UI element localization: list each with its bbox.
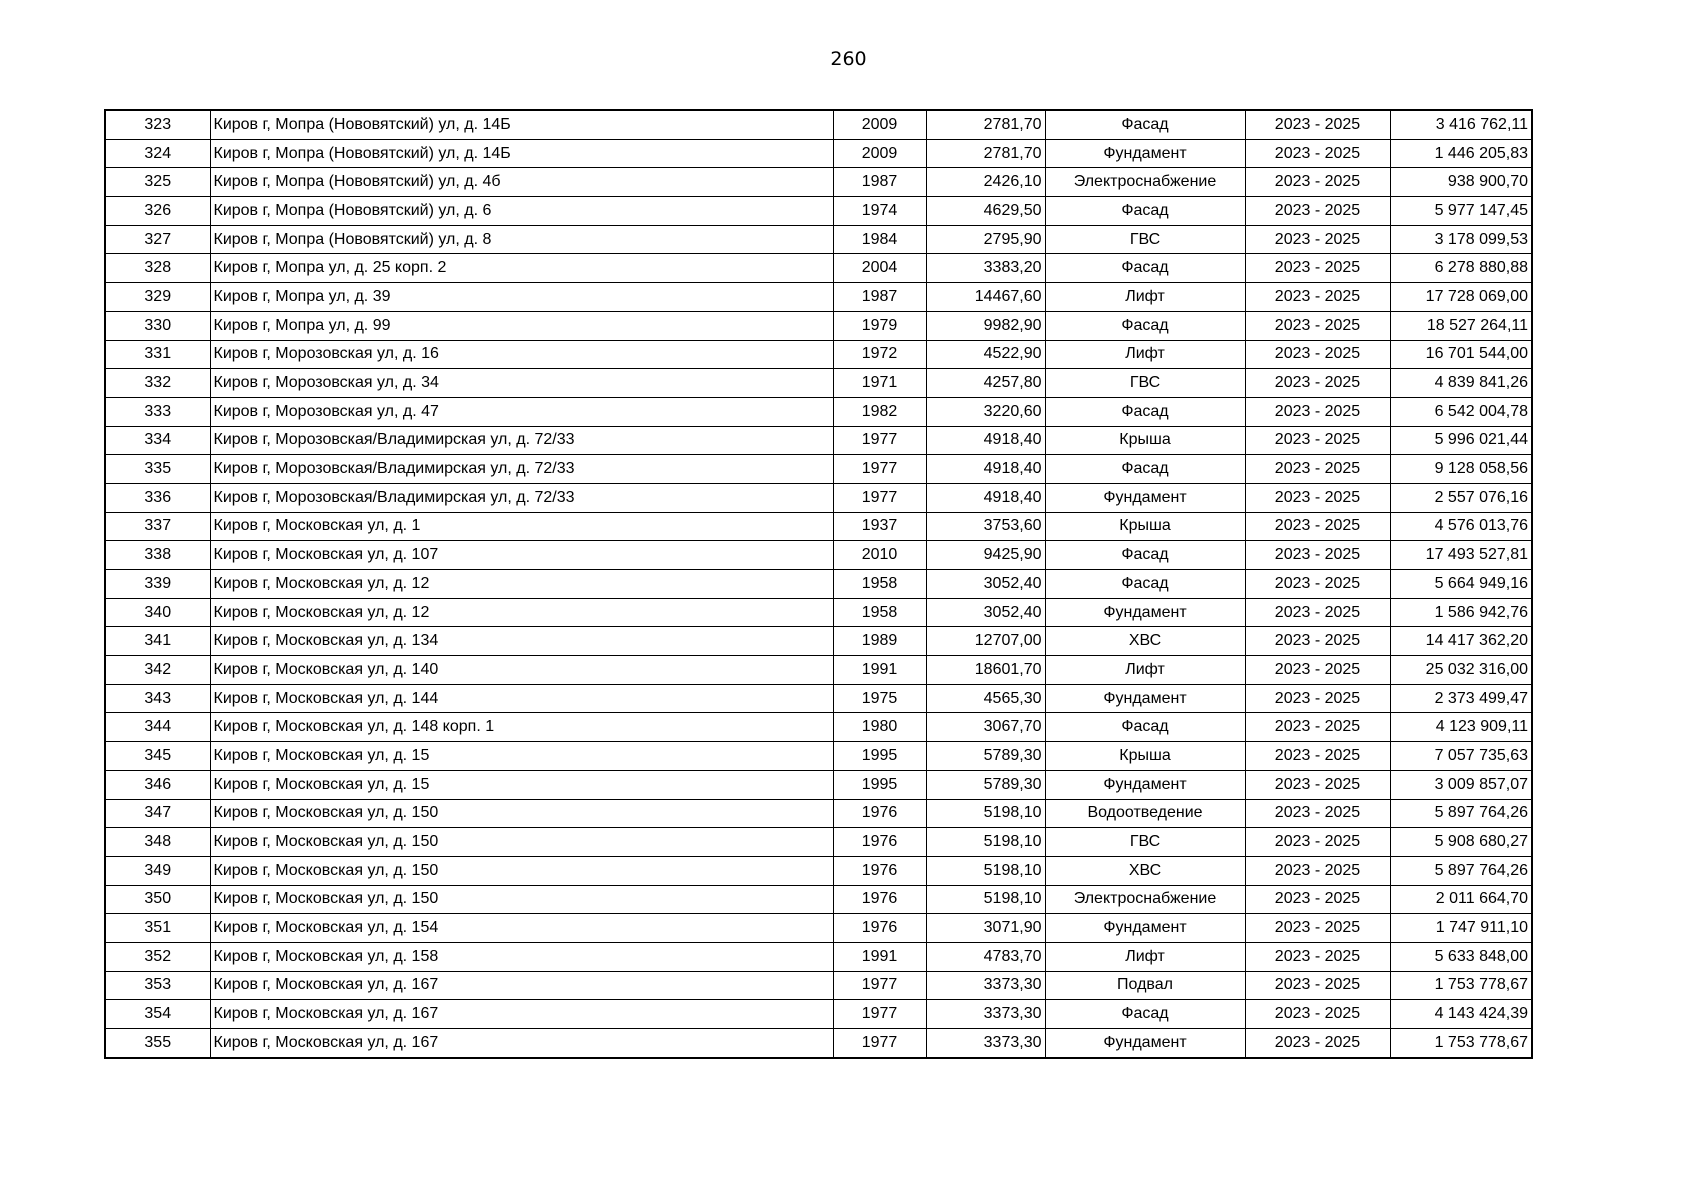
period-cell: 2023 - 2025 (1245, 971, 1390, 1000)
cost-cell: 1 753 778,67 (1390, 1029, 1532, 1058)
year-built-cell: 1977 (833, 1029, 926, 1058)
table-row (105, 340, 1532, 369)
year-built-cell: 1980 (833, 713, 926, 742)
table-row (105, 742, 1532, 771)
row-number-cell: 324 (105, 139, 210, 168)
period-cell: 2023 - 2025 (1245, 799, 1390, 828)
table-row (105, 1029, 1532, 1058)
year-built-cell: 2010 (833, 541, 926, 570)
row-number-cell: 334 (105, 426, 210, 455)
year-built-cell: 1982 (833, 397, 926, 426)
table-row (105, 455, 1532, 484)
table-row (105, 828, 1532, 857)
cost-cell: 5 996 021,44 (1390, 426, 1532, 455)
period-cell: 2023 - 2025 (1245, 627, 1390, 656)
cost-cell: 5 897 764,26 (1390, 856, 1532, 885)
period-cell: 2023 - 2025 (1245, 168, 1390, 197)
work-type-cell: Фундамент (1045, 770, 1245, 799)
table-row (105, 770, 1532, 799)
table-row (105, 512, 1532, 541)
table-row (105, 799, 1532, 828)
year-built-cell: 1977 (833, 971, 926, 1000)
work-type-cell: Фасад (1045, 311, 1245, 340)
cost-cell: 25 032 316,00 (1390, 656, 1532, 685)
work-type-cell: Фундамент (1045, 684, 1245, 713)
year-built-cell: 1976 (833, 856, 926, 885)
row-number-cell: 349 (105, 856, 210, 885)
address-cell: Киров г, Московская ул, д. 140 (210, 656, 833, 685)
cost-cell: 17 728 069,00 (1390, 283, 1532, 312)
work-type-cell: Фасад (1045, 110, 1245, 139)
table-row (105, 684, 1532, 713)
work-type-cell: ХВС (1045, 627, 1245, 656)
area-cell: 18601,70 (926, 656, 1045, 685)
row-number-cell: 344 (105, 713, 210, 742)
work-type-cell: Фундамент (1045, 598, 1245, 627)
cost-cell: 1 586 942,76 (1390, 598, 1532, 627)
table-row (105, 570, 1532, 599)
period-cell: 2023 - 2025 (1245, 254, 1390, 283)
area-cell: 3052,40 (926, 598, 1045, 627)
address-cell: Киров г, Мопра (Нововятский) ул, д. 4б (210, 168, 833, 197)
period-cell: 2023 - 2025 (1245, 110, 1390, 139)
table-row (105, 110, 1532, 139)
cost-cell: 938 900,70 (1390, 168, 1532, 197)
work-type-cell: Лифт (1045, 656, 1245, 685)
year-built-cell: 1991 (833, 942, 926, 971)
cost-cell: 14 417 362,20 (1390, 627, 1532, 656)
year-built-cell: 1995 (833, 770, 926, 799)
area-cell: 5198,10 (926, 799, 1045, 828)
area-cell: 5789,30 (926, 770, 1045, 799)
table-row (105, 914, 1532, 943)
address-cell: Киров г, Морозовская ул, д. 47 (210, 397, 833, 426)
cost-cell: 5 897 764,26 (1390, 799, 1532, 828)
period-cell: 2023 - 2025 (1245, 225, 1390, 254)
year-built-cell: 1972 (833, 340, 926, 369)
cost-cell: 1 446 205,83 (1390, 139, 1532, 168)
area-cell: 4629,50 (926, 197, 1045, 226)
table-row (105, 971, 1532, 1000)
area-cell: 3753,60 (926, 512, 1045, 541)
address-cell: Киров г, Московская ул, д. 12 (210, 598, 833, 627)
year-built-cell: 1995 (833, 742, 926, 771)
period-cell: 2023 - 2025 (1245, 311, 1390, 340)
address-cell: Киров г, Московская ул, д. 144 (210, 684, 833, 713)
work-type-cell: Подвал (1045, 971, 1245, 1000)
period-cell: 2023 - 2025 (1245, 598, 1390, 627)
area-cell: 5198,10 (926, 828, 1045, 857)
work-type-cell: Крыша (1045, 426, 1245, 455)
area-cell: 2781,70 (926, 110, 1045, 139)
cost-cell: 2 557 076,16 (1390, 483, 1532, 512)
repair-registry-table (104, 109, 1533, 1059)
work-type-cell: Лифт (1045, 942, 1245, 971)
period-cell: 2023 - 2025 (1245, 1029, 1390, 1058)
area-cell: 4783,70 (926, 942, 1045, 971)
cost-cell: 3 009 857,07 (1390, 770, 1532, 799)
work-type-cell: Лифт (1045, 340, 1245, 369)
cost-cell: 2 373 499,47 (1390, 684, 1532, 713)
period-cell: 2023 - 2025 (1245, 369, 1390, 398)
period-cell: 2023 - 2025 (1245, 483, 1390, 512)
address-cell: Киров г, Морозовская ул, д. 34 (210, 369, 833, 398)
row-number-cell: 328 (105, 254, 210, 283)
period-cell: 2023 - 2025 (1245, 283, 1390, 312)
work-type-cell: ХВС (1045, 856, 1245, 885)
year-built-cell: 1971 (833, 369, 926, 398)
cost-cell: 1 747 911,10 (1390, 914, 1532, 943)
period-cell: 2023 - 2025 (1245, 340, 1390, 369)
row-number-cell: 353 (105, 971, 210, 1000)
area-cell: 3373,30 (926, 1029, 1045, 1058)
year-built-cell: 1976 (833, 885, 926, 914)
table-body (105, 110, 1532, 1058)
year-built-cell: 1991 (833, 656, 926, 685)
year-built-cell: 1974 (833, 197, 926, 226)
cost-cell: 6 278 880,88 (1390, 254, 1532, 283)
cost-cell: 1 753 778,67 (1390, 971, 1532, 1000)
row-number-cell: 327 (105, 225, 210, 254)
period-cell: 2023 - 2025 (1245, 1000, 1390, 1029)
period-cell: 2023 - 2025 (1245, 742, 1390, 771)
work-type-cell: Фундамент (1045, 139, 1245, 168)
address-cell: Киров г, Московская ул, д. 107 (210, 541, 833, 570)
work-type-cell: Лифт (1045, 283, 1245, 312)
table-row (105, 627, 1532, 656)
year-built-cell: 1989 (833, 627, 926, 656)
work-type-cell: Крыша (1045, 742, 1245, 771)
year-built-cell: 1958 (833, 598, 926, 627)
address-cell: Киров г, Морозовская/Владимирская ул, д. 72/33 (210, 455, 833, 484)
table-row (105, 225, 1532, 254)
work-type-cell: Фасад (1045, 541, 1245, 570)
period-cell: 2023 - 2025 (1245, 885, 1390, 914)
area-cell: 3373,30 (926, 971, 1045, 1000)
period-cell: 2023 - 2025 (1245, 770, 1390, 799)
cost-cell: 4 123 909,11 (1390, 713, 1532, 742)
address-cell: Киров г, Московская ул, д. 158 (210, 942, 833, 971)
area-cell: 9982,90 (926, 311, 1045, 340)
period-cell: 2023 - 2025 (1245, 713, 1390, 742)
area-cell: 4918,40 (926, 483, 1045, 512)
year-built-cell: 2004 (833, 254, 926, 283)
table-row (105, 197, 1532, 226)
area-cell: 14467,60 (926, 283, 1045, 312)
table-row (105, 254, 1532, 283)
year-built-cell: 1976 (833, 799, 926, 828)
table-row (105, 1000, 1532, 1029)
cost-cell: 9 128 058,56 (1390, 455, 1532, 484)
period-cell: 2023 - 2025 (1245, 541, 1390, 570)
cost-cell: 18 527 264,11 (1390, 311, 1532, 340)
page-number: 260 (830, 48, 867, 70)
area-cell: 4522,90 (926, 340, 1045, 369)
period-cell: 2023 - 2025 (1245, 397, 1390, 426)
period-cell: 2023 - 2025 (1245, 512, 1390, 541)
work-type-cell: Электроснабжение (1045, 885, 1245, 914)
period-cell: 2023 - 2025 (1245, 455, 1390, 484)
table-row (105, 541, 1532, 570)
address-cell: Киров г, Мопра (Нововятский) ул, д. 8 (210, 225, 833, 254)
table-row (105, 713, 1532, 742)
area-cell: 3383,20 (926, 254, 1045, 283)
work-type-cell: Фундамент (1045, 1029, 1245, 1058)
work-type-cell: Электроснабжение (1045, 168, 1245, 197)
address-cell: Киров г, Московская ул, д. 1 (210, 512, 833, 541)
period-cell: 2023 - 2025 (1245, 656, 1390, 685)
cost-cell: 3 178 099,53 (1390, 225, 1532, 254)
area-cell: 2426,10 (926, 168, 1045, 197)
table-row (105, 656, 1532, 685)
work-type-cell: Фасад (1045, 570, 1245, 599)
row-number-cell: 340 (105, 598, 210, 627)
row-number-cell: 339 (105, 570, 210, 599)
address-cell: Киров г, Мопра ул, д. 39 (210, 283, 833, 312)
row-number-cell: 333 (105, 397, 210, 426)
row-number-cell: 337 (105, 512, 210, 541)
table-row (105, 598, 1532, 627)
row-number-cell: 352 (105, 942, 210, 971)
row-number-cell: 336 (105, 483, 210, 512)
work-type-cell: Фасад (1045, 1000, 1245, 1029)
work-type-cell: ГВС (1045, 225, 1245, 254)
period-cell: 2023 - 2025 (1245, 139, 1390, 168)
year-built-cell: 1937 (833, 512, 926, 541)
row-number-cell: 331 (105, 340, 210, 369)
work-type-cell: Фасад (1045, 397, 1245, 426)
year-built-cell: 1987 (833, 283, 926, 312)
row-number-cell: 346 (105, 770, 210, 799)
year-built-cell: 2009 (833, 110, 926, 139)
area-cell: 2781,70 (926, 139, 1045, 168)
table-row (105, 885, 1532, 914)
area-cell: 5198,10 (926, 885, 1045, 914)
address-cell: Киров г, Мопра ул, д. 99 (210, 311, 833, 340)
row-number-cell: 332 (105, 369, 210, 398)
year-built-cell: 2009 (833, 139, 926, 168)
address-cell: Киров г, Московская ул, д. 150 (210, 828, 833, 857)
row-number-cell: 342 (105, 656, 210, 685)
row-number-cell: 323 (105, 110, 210, 139)
row-number-cell: 348 (105, 828, 210, 857)
area-cell: 5789,30 (926, 742, 1045, 771)
area-cell: 3052,40 (926, 570, 1045, 599)
row-number-cell: 329 (105, 283, 210, 312)
row-number-cell: 351 (105, 914, 210, 943)
table-row (105, 942, 1532, 971)
address-cell: Киров г, Московская ул, д. 134 (210, 627, 833, 656)
table-row (105, 426, 1532, 455)
cost-cell: 5 908 680,27 (1390, 828, 1532, 857)
address-cell: Киров г, Мопра ул, д. 25 корп. 2 (210, 254, 833, 283)
row-number-cell: 350 (105, 885, 210, 914)
address-cell: Киров г, Московская ул, д. 167 (210, 1029, 833, 1058)
address-cell: Киров г, Морозовская/Владимирская ул, д. 72/33 (210, 483, 833, 512)
area-cell: 3067,70 (926, 713, 1045, 742)
address-cell: Киров г, Мопра (Нововятский) ул, д. 14Б (210, 139, 833, 168)
address-cell: Киров г, Московская ул, д. 15 (210, 742, 833, 771)
area-cell: 2795,90 (926, 225, 1045, 254)
area-cell: 3071,90 (926, 914, 1045, 943)
work-type-cell: Фасад (1045, 455, 1245, 484)
area-cell: 12707,00 (926, 627, 1045, 656)
work-type-cell: Водоотведение (1045, 799, 1245, 828)
year-built-cell: 1958 (833, 570, 926, 599)
row-number-cell: 347 (105, 799, 210, 828)
work-type-cell: ГВС (1045, 369, 1245, 398)
address-cell: Киров г, Московская ул, д. 15 (210, 770, 833, 799)
work-type-cell: Крыша (1045, 512, 1245, 541)
year-built-cell: 1984 (833, 225, 926, 254)
year-built-cell: 1977 (833, 455, 926, 484)
year-built-cell: 1977 (833, 426, 926, 455)
period-cell: 2023 - 2025 (1245, 197, 1390, 226)
year-built-cell: 1976 (833, 914, 926, 943)
area-cell: 4918,40 (926, 426, 1045, 455)
address-cell: Киров г, Московская ул, д. 150 (210, 799, 833, 828)
cost-cell: 5 664 949,16 (1390, 570, 1532, 599)
area-cell: 3220,60 (926, 397, 1045, 426)
period-cell: 2023 - 2025 (1245, 914, 1390, 943)
cost-cell: 17 493 527,81 (1390, 541, 1532, 570)
address-cell: Киров г, Московская ул, д. 150 (210, 856, 833, 885)
period-cell: 2023 - 2025 (1245, 856, 1390, 885)
row-number-cell: 343 (105, 684, 210, 713)
table-row (105, 369, 1532, 398)
row-number-cell: 354 (105, 1000, 210, 1029)
row-number-cell: 355 (105, 1029, 210, 1058)
row-number-cell: 341 (105, 627, 210, 656)
area-cell: 4918,40 (926, 455, 1045, 484)
row-number-cell: 345 (105, 742, 210, 771)
year-built-cell: 1977 (833, 1000, 926, 1029)
address-cell: Киров г, Московская ул, д. 154 (210, 914, 833, 943)
work-type-cell: Фасад (1045, 713, 1245, 742)
cost-cell: 4 143 424,39 (1390, 1000, 1532, 1029)
row-number-cell: 335 (105, 455, 210, 484)
row-number-cell: 330 (105, 311, 210, 340)
work-type-cell: ГВС (1045, 828, 1245, 857)
year-built-cell: 1976 (833, 828, 926, 857)
address-cell: Киров г, Московская ул, д. 148 корп. 1 (210, 713, 833, 742)
cost-cell: 5 977 147,45 (1390, 197, 1532, 226)
address-cell: Киров г, Московская ул, д. 167 (210, 971, 833, 1000)
area-cell: 4565,30 (926, 684, 1045, 713)
area-cell: 4257,80 (926, 369, 1045, 398)
cost-cell: 3 416 762,11 (1390, 110, 1532, 139)
address-cell: Киров г, Мопра (Нововятский) ул, д. 6 (210, 197, 833, 226)
row-number-cell: 338 (105, 541, 210, 570)
cost-cell: 7 057 735,63 (1390, 742, 1532, 771)
area-cell: 3373,30 (926, 1000, 1045, 1029)
row-number-cell: 325 (105, 168, 210, 197)
address-cell: Киров г, Московская ул, д. 167 (210, 1000, 833, 1029)
cost-cell: 6 542 004,78 (1390, 397, 1532, 426)
period-cell: 2023 - 2025 (1245, 426, 1390, 455)
period-cell: 2023 - 2025 (1245, 570, 1390, 599)
period-cell: 2023 - 2025 (1245, 828, 1390, 857)
table-row (105, 397, 1532, 426)
row-number-cell: 326 (105, 197, 210, 226)
table-row (105, 168, 1532, 197)
table-row (105, 139, 1532, 168)
table-row (105, 483, 1532, 512)
cost-cell: 4 839 841,26 (1390, 369, 1532, 398)
cost-cell: 4 576 013,76 (1390, 512, 1532, 541)
address-cell: Киров г, Морозовская ул, д. 16 (210, 340, 833, 369)
year-built-cell: 1975 (833, 684, 926, 713)
cost-cell: 5 633 848,00 (1390, 942, 1532, 971)
address-cell: Киров г, Московская ул, д. 150 (210, 885, 833, 914)
table-row (105, 856, 1532, 885)
year-built-cell: 1979 (833, 311, 926, 340)
cost-cell: 16 701 544,00 (1390, 340, 1532, 369)
address-cell: Киров г, Московская ул, д. 12 (210, 570, 833, 599)
work-type-cell: Фасад (1045, 197, 1245, 226)
year-built-cell: 1987 (833, 168, 926, 197)
area-cell: 5198,10 (926, 856, 1045, 885)
year-built-cell: 1977 (833, 483, 926, 512)
work-type-cell: Фундамент (1045, 914, 1245, 943)
table-row (105, 283, 1532, 312)
area-cell: 9425,90 (926, 541, 1045, 570)
work-type-cell: Фасад (1045, 254, 1245, 283)
period-cell: 2023 - 2025 (1245, 684, 1390, 713)
table-row (105, 311, 1532, 340)
address-cell: Киров г, Морозовская/Владимирская ул, д. 72/33 (210, 426, 833, 455)
work-type-cell: Фундамент (1045, 483, 1245, 512)
cost-cell: 2 011 664,70 (1390, 885, 1532, 914)
address-cell: Киров г, Мопра (Нововятский) ул, д. 14Б (210, 110, 833, 139)
period-cell: 2023 - 2025 (1245, 942, 1390, 971)
